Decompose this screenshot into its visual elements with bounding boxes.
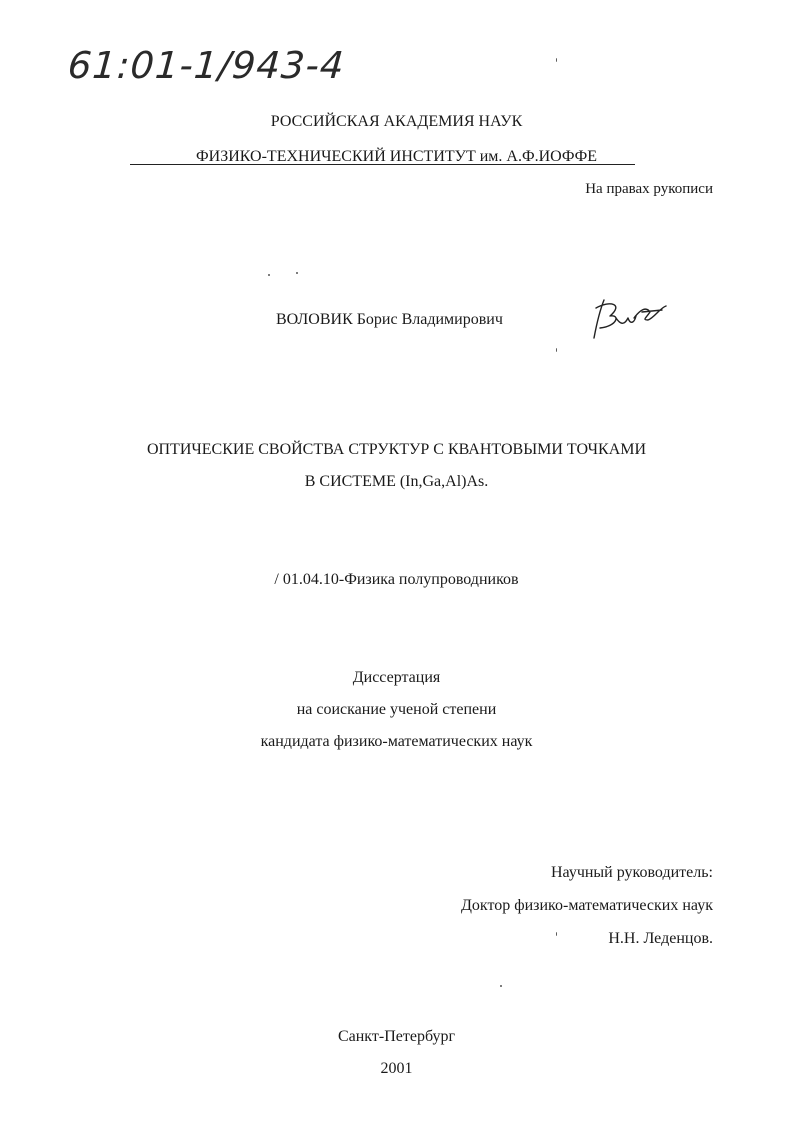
author-name: ВОЛОВИК Борис Владимирович (276, 311, 503, 328)
scan-speck (268, 274, 270, 276)
archive-code: 61:01-1/943-4 (66, 44, 347, 87)
scan-speck (556, 58, 557, 62)
degree-line-1: на соискание ученой степени (296, 701, 497, 718)
supervisor-degree: Доктор физико-математических наук (460, 897, 713, 914)
header-divider (130, 164, 635, 165)
scan-speck (556, 932, 557, 936)
scan-speck (296, 272, 298, 274)
city: Санкт-Петербург (337, 1028, 456, 1045)
supervisor-label: Научный руководитель: (550, 864, 713, 881)
institute-name: ФИЗИКО-ТЕХНИЧЕСКИЙ ИНСТИТУТ им. А.Ф.ИОФФЕ (196, 148, 597, 165)
dissertation-title-line-1: ОПТИЧЕСКИЕ СВОЙСТВА СТРУКТУР С КВАНТОВЫМИ ТОЧКАМИ (146, 441, 647, 458)
scan-speck (556, 348, 557, 352)
academy-name: РОССИЙСКАЯ АКАДЕМИЯ НАУК (270, 113, 523, 130)
rights-note: На правах рукописи (585, 181, 713, 197)
dissertation-title-line-2: В СИСТЕМЕ (In,Ga,Al)As. (304, 473, 489, 490)
scan-speck (500, 985, 502, 987)
supervisor-name: Н.Н. Леденцов. (608, 930, 713, 947)
author-signature (590, 296, 670, 342)
degree-line-2: кандидата физико-математических наук (260, 733, 533, 750)
dissertation-label: Диссертация (352, 669, 441, 686)
specialty-code: / 01.04.10-Физика полупроводников (274, 571, 519, 588)
year: 2001 (380, 1060, 413, 1077)
